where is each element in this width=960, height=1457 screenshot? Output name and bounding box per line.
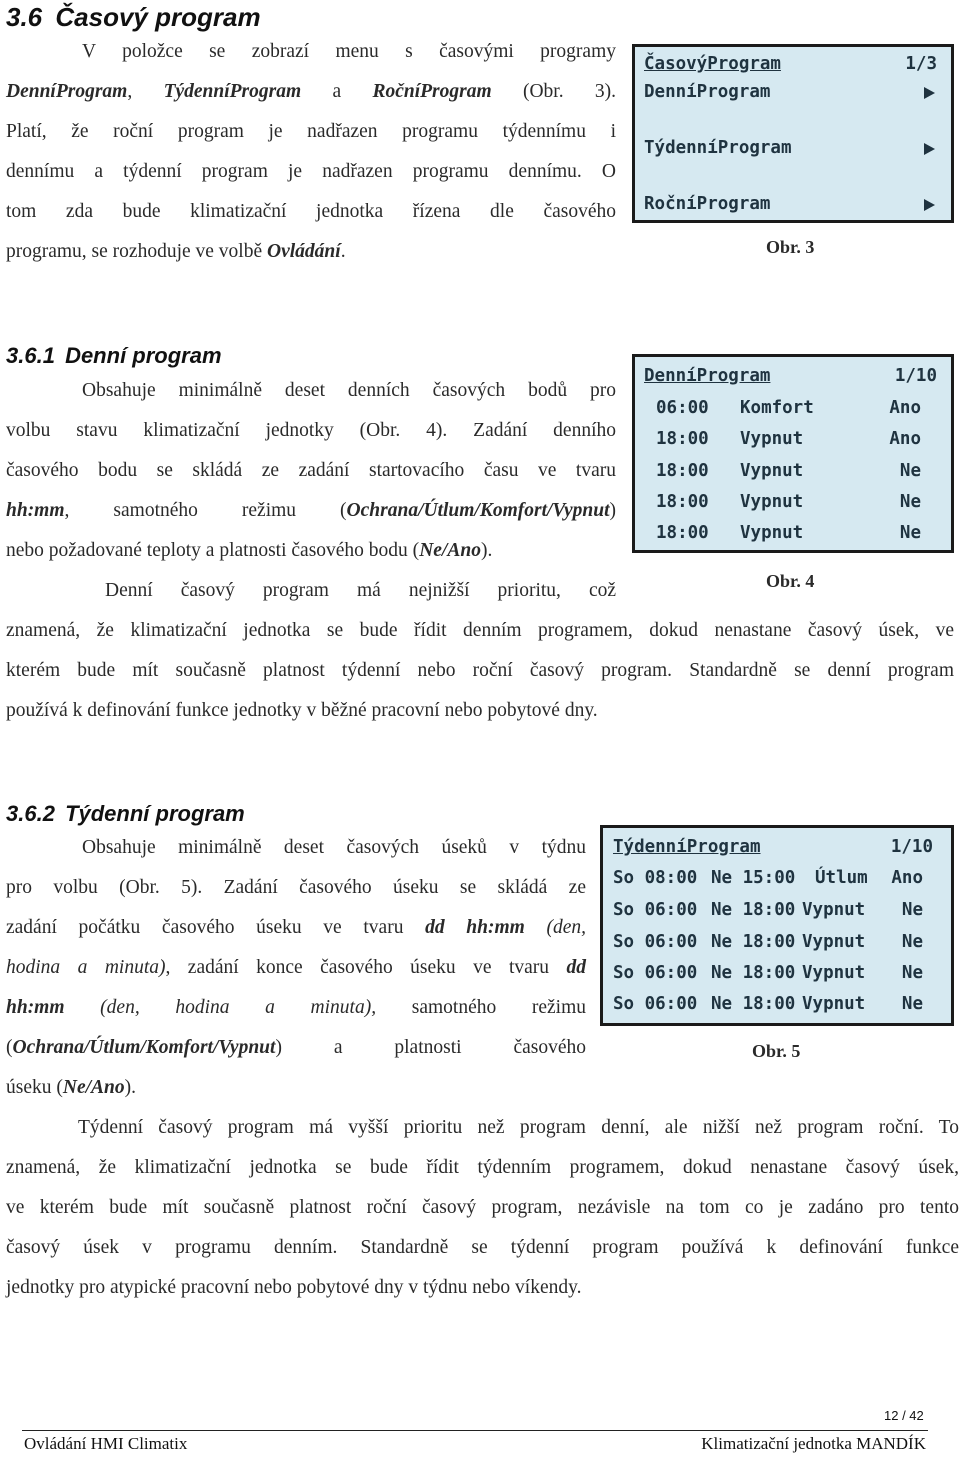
- mode-list: Ochrana/Útlum/Komfort/Vypnut: [346, 500, 610, 521]
- row-mode: Vypnut: [740, 523, 804, 543]
- text-line: [6, 540, 492, 562]
- term-yearly: RočníProgram: [372, 81, 492, 102]
- text-fragment: a: [301, 81, 373, 102]
- row-time: 06:00: [656, 398, 709, 418]
- lcd-title: TýdenníProgram: [613, 837, 761, 857]
- format-datetime: dd hh:mm: [425, 917, 525, 938]
- footer-right: Klimatizační jednotka MANDÍK: [701, 1434, 926, 1453]
- row-mode: Vypnut: [740, 461, 804, 481]
- mode-list: Ochrana/Útlum/Komfort/Vypnut: [12, 1037, 276, 1058]
- row-start: So 06:00: [613, 932, 698, 952]
- lcd-title: ČasovýProgram: [644, 54, 781, 74]
- text-line: [6, 1037, 586, 1059]
- subsection-title: Denní program: [65, 343, 222, 368]
- subsection-number: 3.6.2: [6, 801, 55, 826]
- row-validity: Ano: [889, 398, 921, 418]
- text-fragment: , zadání konce časového úseku ve tvaru: [165, 957, 567, 978]
- text-line: [6, 997, 586, 1019]
- section-number: 3.6: [6, 2, 43, 32]
- row-mode: Vypnut: [802, 900, 866, 920]
- text-line: volbu stavu klimatizační jednotky (Obr. 4). Zadání denního: [6, 420, 616, 441]
- lcd-weekly-program: [600, 825, 954, 1026]
- row-validity: Ne: [901, 932, 923, 952]
- row-end: Ne 18:00: [711, 994, 796, 1014]
- lcd-title: DenníProgram: [644, 366, 771, 386]
- row-end: Ne 18:00: [711, 932, 796, 952]
- text-line: časového bodu se skládá ze zadání startovacího času ve tvaru: [6, 460, 616, 481]
- format-datetime: dd: [566, 957, 586, 978]
- text-fragment: a platnosti časového: [281, 1037, 586, 1058]
- text-fragment: ): [609, 500, 616, 521]
- text-fragment: (Obr. 3).: [491, 81, 617, 102]
- row-validity: Ne: [899, 492, 921, 512]
- row-validity: Ne: [901, 963, 923, 983]
- row-end: Ne 15:00: [711, 868, 796, 888]
- row-time: 18:00: [656, 523, 709, 543]
- lcd-daily-program: [632, 354, 954, 553]
- figure-caption: Obr. 3: [766, 237, 815, 257]
- text-line: kterém bude mít současně platnost týdenní nebo roční časový program. Standardně se denní program: [6, 660, 954, 681]
- row-validity: Ne: [899, 461, 921, 481]
- row-mode: Vypnut: [740, 429, 804, 449]
- row-mode: Vypnut: [802, 994, 866, 1014]
- text-fragment: ).: [124, 1077, 137, 1098]
- row-mode: Útlum: [815, 868, 868, 888]
- subsection-title: Týdenní program: [65, 801, 245, 826]
- menu-item-weekly-program[interactable]: TýdenníProgram: [644, 138, 792, 158]
- text-line: používá k definování funkce jednotky v běžné pracovní nebo pobytové dny.: [6, 700, 598, 721]
- triangle-right-icon: [924, 199, 935, 211]
- row-start: So 06:00: [613, 994, 698, 1014]
- section-title: Časový program: [55, 2, 261, 32]
- triangle-right-icon: [924, 87, 935, 99]
- text-fragment: (den,: [524, 917, 586, 938]
- text-line: Obsahuje minimálně deset časových úseků v týdnu: [82, 837, 586, 858]
- row-start: So 08:00: [613, 868, 698, 888]
- text-line: [6, 917, 586, 939]
- footer-left: Ovládání HMI Climatix: [24, 1434, 188, 1453]
- text-line: [6, 241, 346, 263]
- section-heading: [6, 2, 261, 33]
- term-weekly: TýdenníProgram: [163, 81, 302, 102]
- row-time: 18:00: [656, 461, 709, 481]
- row-mode: Komfort: [740, 398, 814, 418]
- lcd-time-program-menu: [632, 44, 954, 223]
- text-fragment: nebo požadované teploty a platnosti časového bodu (: [6, 540, 420, 561]
- text-line: jednotky pro atypické pracovní nebo pobytové dny v týdnu nebo víkendy.: [6, 1277, 582, 1298]
- row-validity: Ne: [899, 523, 921, 543]
- menu-item-daily-program[interactable]: DenníProgram: [644, 82, 771, 102]
- row-start: So 06:00: [613, 900, 698, 920]
- validity-values: Ne/Ano: [62, 1077, 125, 1098]
- row-validity: Ano: [889, 429, 921, 449]
- text-fragment: samotného režimu: [376, 997, 587, 1018]
- text-fragment: hodina a minuta): [6, 957, 166, 978]
- text-line: V položce se zobrazí menu s časovými programy: [82, 41, 616, 62]
- text-line: [6, 957, 586, 979]
- row-end: Ne 18:00: [711, 963, 796, 983]
- page-number: 12 / 42: [884, 1408, 924, 1423]
- row-time: 18:00: [656, 429, 709, 449]
- figure-caption: Obr. 5: [752, 1041, 801, 1061]
- subsection-heading: [6, 801, 245, 827]
- text-line: Platí, že roční program je nadřazen programu týdennímu i: [6, 121, 616, 142]
- row-mode: Vypnut: [740, 492, 804, 512]
- menu-item-yearly-program[interactable]: RočníProgram: [644, 194, 771, 214]
- text-line: [6, 500, 616, 522]
- text-line: ve kterém bude mít současně platnost roční časový program, nezávisle na tom co je zadáno pro tento: [6, 1197, 959, 1218]
- text-line: dennímu a týdenní program je nadřazen programu dennímu. O: [6, 161, 616, 182]
- row-start: So 06:00: [613, 963, 698, 983]
- row-mode: Vypnut: [802, 963, 866, 983]
- text-line: časový úsek v programu denním. Standardně se týdenní program používá k definování funkce: [6, 1237, 959, 1258]
- triangle-right-icon: [924, 143, 935, 155]
- lcd-page-indicator: 1/10: [890, 837, 933, 857]
- text-line: Denní časový program má nejnižší prioritu, což: [105, 580, 616, 601]
- subsection-number: 3.6.1: [6, 343, 55, 368]
- text-line: Týdenní časový program má vyšší prioritu než program denní, ale nižší než program roční. To: [78, 1117, 959, 1138]
- footer-divider: [22, 1430, 928, 1431]
- row-validity: Ne: [901, 994, 923, 1014]
- text-fragment: úseku (: [6, 1077, 63, 1098]
- text-line: znamená, že klimatizační jednotka se bude řídit denním programem, dokud nenastane časový úsek, ve: [6, 620, 954, 641]
- text-line: znamená, že klimatizační jednotka se bude řídit týdenním programem, dokud nenastane časový úsek,: [6, 1157, 959, 1178]
- text-fragment: zadání počátku časového úseku ve tvaru: [6, 917, 426, 938]
- row-mode: Vypnut: [802, 932, 866, 952]
- text-line: pro volbu (Obr. 5). Zadání časového úseku se skládá ze: [6, 877, 586, 898]
- term-control: Ovládání: [267, 241, 341, 262]
- text-fragment: .: [340, 241, 346, 262]
- text-line: tom zda bude klimatizační jednotka řízena dle časového: [6, 201, 616, 222]
- text-fragment: programu, se rozhoduje ve volbě: [6, 241, 268, 262]
- text-fragment: ,: [127, 81, 164, 102]
- lcd-page-indicator: 1/10: [894, 366, 937, 386]
- text-fragment: ).: [480, 540, 493, 561]
- lcd-page-indicator: 1/3: [905, 54, 937, 74]
- text-fragment: , samotného režimu (: [64, 500, 347, 521]
- text-line: [6, 81, 616, 103]
- format-time: hh:mm: [6, 500, 65, 521]
- figure-caption: Obr. 4: [766, 571, 815, 591]
- text-fragment: ): [275, 1037, 282, 1058]
- row-end: Ne 18:00: [711, 900, 796, 920]
- row-time: 18:00: [656, 492, 709, 512]
- text-fragment: (den, hodina a minuta),: [64, 997, 377, 1018]
- subsection-heading: [6, 343, 222, 369]
- row-validity: Ne: [901, 900, 923, 920]
- format-datetime: hh:mm: [6, 997, 65, 1018]
- validity-values: Ne/Ano: [419, 540, 481, 561]
- row-validity: Ano: [891, 868, 923, 888]
- text-line: [6, 1077, 136, 1099]
- text-line: Obsahuje minimálně deset denních časových bodů pro: [82, 380, 616, 401]
- term-daily: DenníProgram: [6, 81, 128, 102]
- text-fragment: (: [6, 1037, 13, 1058]
